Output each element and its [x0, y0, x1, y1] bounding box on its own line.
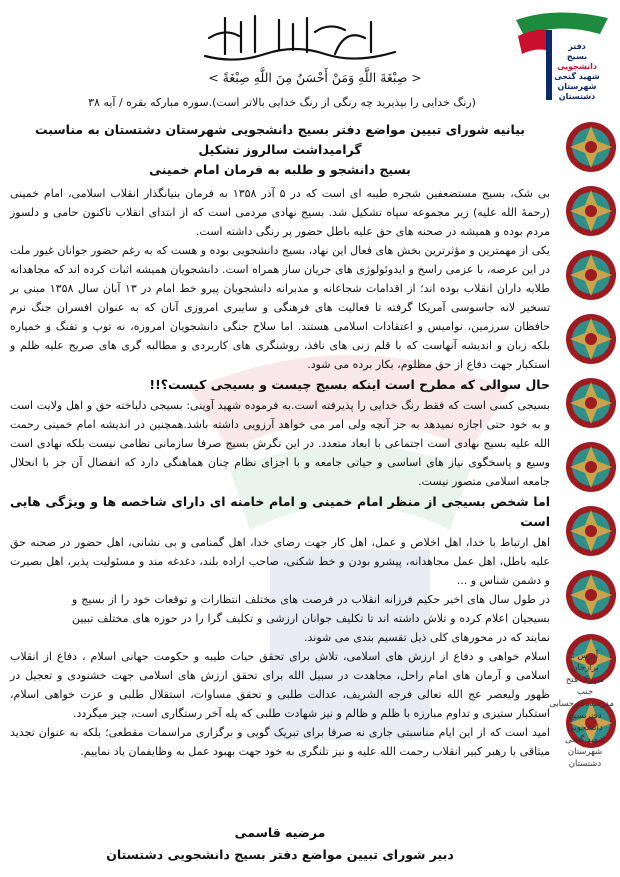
- paragraph-2: یکی از مهمترین و مؤثرترین بخش های فعال این نهاد، بسیج دانشجویی بوده و هست که به رغم حضور جوانان غیور ملت در این عرصه، با عزمی راسخ و ایدوئولوژی های جریان ساز همراه است. دانشجویان همیشه اثبات کرده اند که مجاهدانه طلایه داران انقلاب بوده اند؛ از اقدامات شجاعانه و مدبرانه دانشجویان پیرو خط امام در ۱۳ آبان سال ۱۳۵۸ مبنی بر تسخیر لانه جاسوسی آمریکا گرفته تا فعالیت های فرهنگی و سایبری امروزی آنان که به عنوان افسران جنگ نرم حافظان سرزمین، نوامیس و اعتقادات اسلامی هستند. اما سلاح جنگی دانشجویان امروزه، نه توپ و تفنگ و خمپاره بلکه زبان و اندیشه آنهاست که با قلم زنی های نافذ، روشنگری های کاربردی و مطالبه گری های صریح علیه ظلم و استکبار جهت دفاع از حق مظلوم، بکار برده می شود.: [10, 244, 550, 371]
- paragraph-1: بی شک، بسیج مستضعفین شجره طیبه ای است که در ۵ آذر ۱۳۵۸ به فرمان بنیانگذار انقلاب اسلامی، امام خمینی (رحمهٔ الله علیه) زیر مجموعه سپاه تشکیل شد. بسیج نهادی مردمی است که از ابتدای انقلاب تاکنون حامی و دلسوز مردم بوده و همیشه در صحنه های حق علیه باطل حضور پر رنگی داشته است.: [10, 187, 550, 238]
- islamic-tile-ornament-icon: [564, 248, 618, 302]
- address-line: شهرک فتح: [565, 675, 605, 685]
- logo-caption: [540, 42, 614, 102]
- signatory-name: مرضیه قاسمی: [234, 825, 326, 840]
- logo-line: بسیج: [566, 52, 588, 61]
- paragraph-5: در طول سال های اخیر حکیم فرزانه انقلاب در فرصت های مختلف انتظارات و توقعات خود را از بسیج و بسیجیان اعلام کرده و تلاش داشته اند تا تکلیف جوانان ارزشی و تکلیف گرا را در حوزه های مختلف تبیین نمایند که در محورهای کلی ذیل تقسیم بندی می شوند.: [72, 593, 550, 644]
- address-line: شهرستان دشتستان: [567, 747, 603, 769]
- islamic-tile-ornament-icon: [564, 120, 618, 174]
- islamic-tile-ornament-icon: [564, 184, 618, 238]
- logo-line: شهید گنجی: [554, 72, 600, 81]
- islamic-tile-ornament-icon: [564, 568, 618, 622]
- logo-line: دانشجویی: [557, 62, 597, 71]
- logo-line: شهرستان دشتستان: [557, 82, 597, 101]
- logo-line: دفتر: [568, 42, 586, 51]
- signatory-role: دبیر شورای تبیین مواضع دفتر بسیج دانشجویی دشتستان: [106, 847, 454, 862]
- address-line: مدرسه‌دکترحسابی: [549, 699, 614, 709]
- islamic-tile-ornament-icon: [564, 312, 618, 366]
- question-heading-1: حال سوالی که مطرح است اینکه بسیج چیست و بسیجی کیست؟!!: [149, 377, 550, 392]
- title-line-2: بسیج دانشجو و طلبه به فرمان امام خمینی: [149, 162, 411, 177]
- islamic-tile-ornament-icon: [564, 440, 618, 494]
- paragraph-7: امید است که از این ایام مناسبتی جاری نه صرفا برای تبریک گویی و برگزاری مراسمات مقطعی؛ بلکه به عنوان تجدید میثاقی با رهبر کبیر انقلاب رحمت الله علیه و نیز تلنگری به خود جهت بهبود عمل به وظایفمان یاد نماییم.: [10, 726, 550, 758]
- paragraph-3: بسیجی کسی است که فقط رنگ خدایی را پذیرفته است.به فرموده شهید آوینی: بسیجی دلباخته حق و اهل ولایت است و به خود حتی اجازه نمیدهد به جز آنچه ولی امر می خواهد آرزویی داشته باشد.همچنین در اندیشه امام خمینی رحمت الله علیه بسیج نهادی است اجتماعی با ابعاد متعدد. در این نگرش بسیج صرفا سازمانی نظامی نیست بلکه نهادی است وسیع و پاسخگوی نیاز های اساسی و حیاتی جامعه و با اجزای نظام چنان هماهنگی دارد که انفصال آن جز با انحلال جامعه اسلامی متصور نیست.: [10, 399, 550, 488]
- paragraph-4: اهل ارتباط با خدا، اهل اخلاص و عمل، اهل کار جهت رضای خدا، اهل گمنامی و بی نشانی، اهل حضور در صحنه حق علیه باطل، اهل عمل مجاهدانه، پیشرو بودن و خط شکنی، صاحب اراده بلند، دغدغه مند و مسئولیت پذیر، اهل بصیرت و دشمن شناس و ...: [10, 536, 550, 587]
- paragraph-6: اسلام خواهی و دفاع از ارزش های اسلامی، تلاش برای تحقق حیات طیبه و حکومت جهانی اسلام ، دفاع از انقلاب اسلامی و آرمان های امام راحل، مجاهدت در سبیل الله برای تحقق ارزش های اسلامی جهت خشنودی و تعجیل در ظهور ولیعصر عج الله تعالی فرجه الشریف، عدالت طلبی و تحقق مساوات، استقلال طلبی و عزت خواهی اسلام، استکبار ستیزی و تداوم مبارزه با ظلم و ظالم و نیز شهادت طلبی که پله آخر رستگاری است، چیز میگردد.: [10, 650, 550, 720]
- islamic-tile-ornament-icon: [564, 376, 618, 430]
- signature-block: [10, 822, 550, 866]
- address-label: آدرس :: [571, 651, 599, 661]
- address-line: دفتربسیج دانشجویی: [567, 711, 603, 733]
- basmala-calligraphy: [195, 8, 405, 68]
- address-line: جنب: [576, 687, 594, 697]
- question-heading-2: اما شخص بسیجی از منظر امام خمینی و امام خامنه ای دارای شاخصه ها و ویژگی هایی است: [10, 494, 550, 529]
- address-line: شهید گنجی: [565, 735, 605, 745]
- address-box: [549, 650, 614, 770]
- islamic-tile-ornament-icon: [564, 504, 618, 558]
- title-line-1: بیانیه شورای تبیین مواضع دفتر بسیج دانشجویی شهرستان دشتستان به مناسبت گرامیداشت سالروز تشکیل: [35, 122, 525, 157]
- statement-title: [10, 120, 550, 180]
- quran-verse: < صِبْغَةَ اللَّهِ وَمَنْ أَحْسَنُ مِنَ اللَّهِ صِبْغَةً >: [208, 70, 422, 85]
- address-line: برازجان: [571, 663, 599, 673]
- statement-body: [10, 120, 550, 761]
- verse-translation: (رنگ خدایی را بپذیرید چه رنگی از رنگ خدایی بالاتر است).سوره مبارکه بقره / آیه ۳۸: [88, 96, 476, 109]
